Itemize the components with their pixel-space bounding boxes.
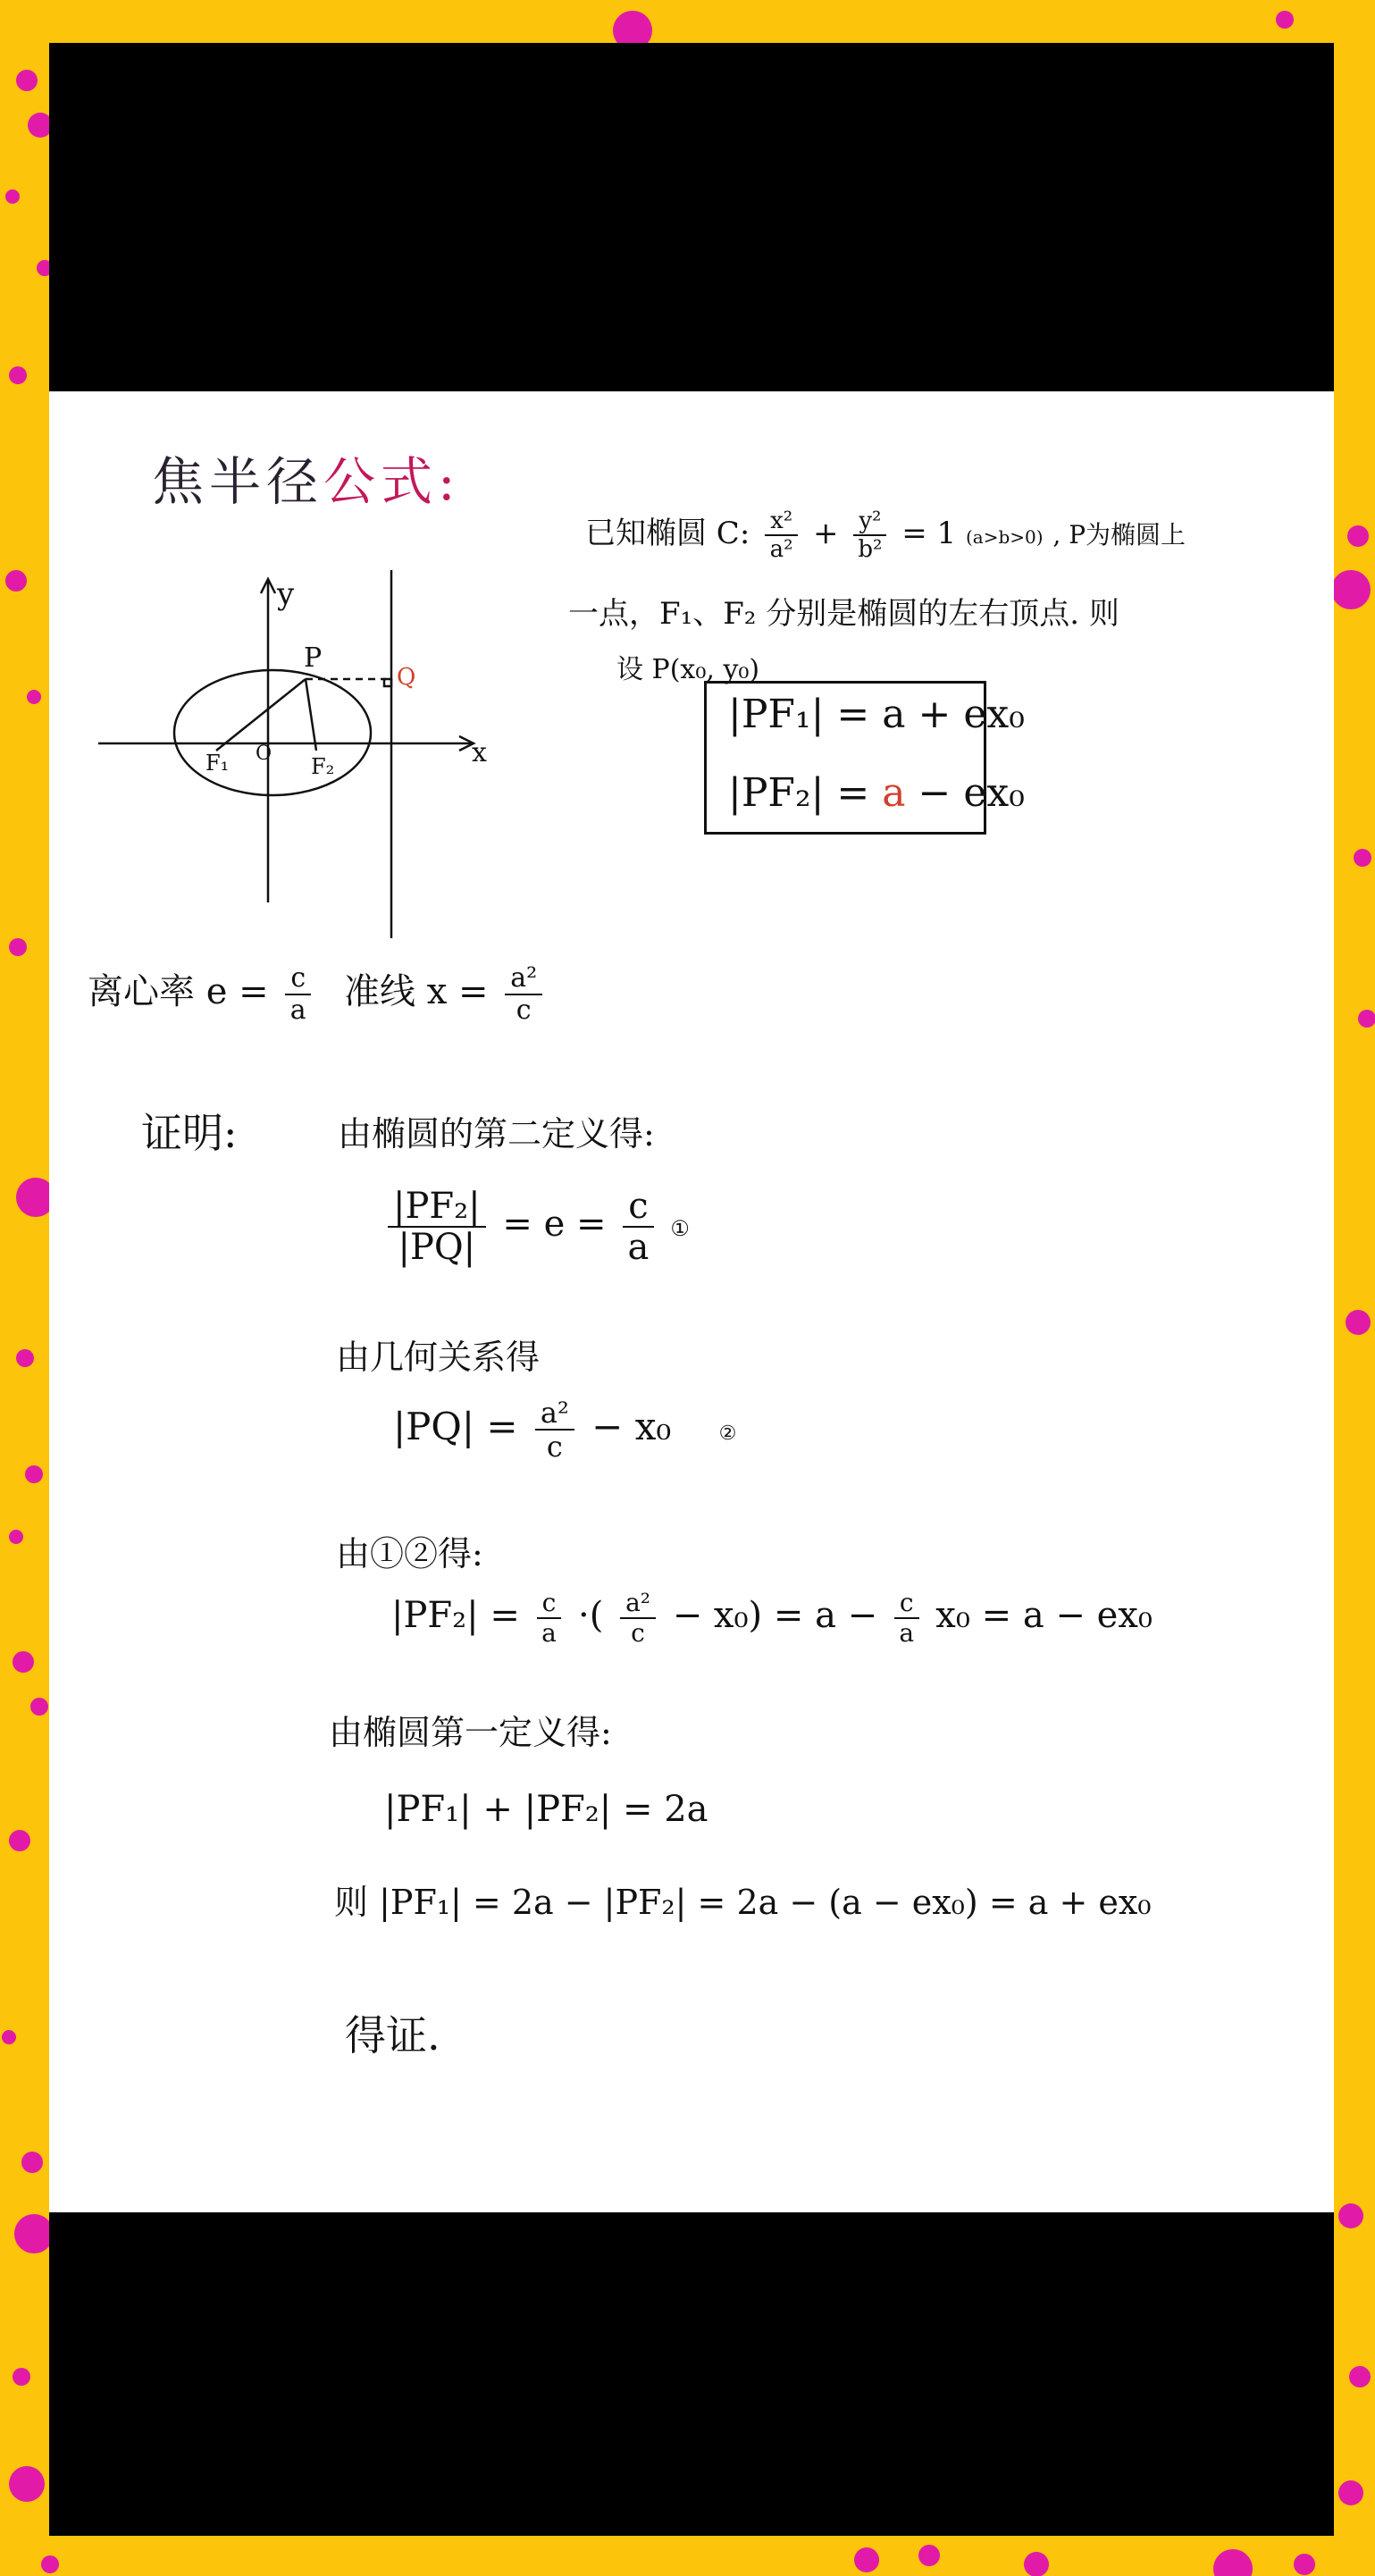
proof-eq2-tag: ② [718, 1422, 737, 1445]
label-f2: F₂ [311, 754, 335, 779]
ellipse-curve [174, 670, 371, 795]
eccentricity-label: 离心率 e = [88, 971, 269, 1012]
ellipse-diagram [89, 563, 509, 956]
proof-eq1-frac-left [388, 1186, 486, 1268]
directrix-num: a² [505, 965, 542, 995]
premise-suffix: , P为椭圆上 [1052, 520, 1186, 550]
proof-step4: 由椭圆第一定义得: [329, 1713, 612, 1752]
proof-eq4: |PF₁| + |PF₂| = 2a [384, 1789, 708, 1830]
proof-step2: 由几何关系得 [336, 1338, 541, 1377]
premise-eq-one: = 1 [901, 516, 957, 551]
proof-eq3-f1-den: a [541, 1618, 557, 1648]
title-part2: 公式: [323, 451, 461, 512]
premise-line3: 设 P(x₀, y₀) [616, 654, 760, 685]
proof-eq3-f2-den: c [631, 1618, 645, 1648]
proof-eq2-num: a² [535, 1398, 574, 1431]
premise-frac-y [853, 509, 886, 561]
proof-eq1-frac-right [623, 1186, 653, 1268]
proof-eq1-mid: = e = [502, 1204, 607, 1245]
proof-eq3 [391, 1590, 1153, 1646]
proof-eq3-dot: ·( [578, 1595, 604, 1636]
proof-eq3-mid: − x₀) = a − [672, 1595, 878, 1636]
premise-frac-x-den: a² [769, 536, 793, 563]
proof-eq2-lhs: |PQ| = [393, 1405, 518, 1448]
proof-eq5: 则 |PF₁| = 2a − |PF₂| = 2a − (a − ex₀) = a + ex₀ [334, 1883, 1152, 1922]
segment-pf2 [306, 679, 316, 751]
eccentricity-formula [88, 962, 316, 1026]
eccentricity-num: c [285, 965, 311, 995]
eccentricity-frac [285, 962, 311, 1026]
label-q: Q [397, 664, 416, 691]
premise-frac-x [765, 509, 798, 561]
proof-eq3-frac2 [620, 1590, 656, 1646]
premise-frac-y-den: b² [858, 536, 883, 563]
proof-eq3-f1-num: c [537, 1590, 562, 1619]
premise-line1 [585, 509, 1186, 561]
label-p: P [304, 642, 323, 674]
title-part1: 焦半径 [152, 451, 324, 512]
proof-end: 得证. [345, 2011, 440, 2060]
proof-eq3-f3-den: a [899, 1618, 915, 1648]
premise-frac-x-num: x² [765, 509, 798, 536]
proof-eq1 [382, 1186, 690, 1268]
label-o: O [256, 743, 272, 765]
label-y: y [277, 576, 295, 612]
proof-eq1-den: |PQ| [398, 1227, 476, 1268]
proof-step1: 由椭圆的第二定义得: [338, 1114, 655, 1154]
label-x: x [472, 737, 487, 768]
eccentricity-den: a [289, 994, 306, 1026]
proof-eq3-rhs: x₀ = a − ex₀ [935, 1595, 1153, 1636]
formula-pf1: |PF₁| = a + ex₀ [728, 692, 1025, 737]
directrix-den: c [516, 994, 532, 1026]
proof-eq2-rhs: − x₀ [591, 1405, 672, 1448]
proof-eq2-den: c [546, 1430, 563, 1464]
formula-pf2 [728, 770, 1025, 816]
proof-eq1-num2: c [623, 1188, 653, 1228]
premise-plus: + [813, 516, 839, 551]
premise-prefix: 已知椭圆 C: [585, 516, 750, 551]
proof-eq1-num: |PF₂| [388, 1188, 486, 1228]
formula-pf2-a: a [882, 770, 906, 816]
premise-line2: 一点，F₁、F₂ 分别是椭圆的左右顶点. 则 [568, 596, 1119, 632]
formula-pf2-suffix: − ex₀ [905, 770, 1025, 816]
premise-frac-y-num: y² [853, 509, 886, 536]
label-f1: F₁ [205, 751, 230, 776]
proof-eq3-frac1 [537, 1590, 562, 1646]
proof-eq2 [393, 1396, 737, 1464]
proof-eq3-f3-num: c [894, 1590, 919, 1619]
proof-eq1-tag: ① [670, 1216, 690, 1241]
premise-condition: (a>b>0) [966, 526, 1044, 548]
formula-pf2-prefix: |PF₂| = [728, 770, 883, 816]
segment-pf1 [216, 679, 306, 751]
proof-step3: 由①②得: [336, 1534, 483, 1573]
proof-eq3-f2-num: a² [620, 1590, 656, 1619]
directrix-frac [505, 962, 542, 1026]
proof-eq1-den2: a [627, 1227, 650, 1268]
page-title [152, 451, 461, 512]
proof-eq3-frac3 [894, 1590, 919, 1646]
proof-eq3-lhs: |PF₂| = [391, 1595, 520, 1636]
proof-label: 证明: [141, 1109, 238, 1157]
directrix-formula [344, 962, 548, 1026]
directrix-label: 准线 x = [344, 971, 489, 1012]
proof-eq2-frac [535, 1396, 574, 1464]
right-angle-mark [384, 679, 391, 686]
